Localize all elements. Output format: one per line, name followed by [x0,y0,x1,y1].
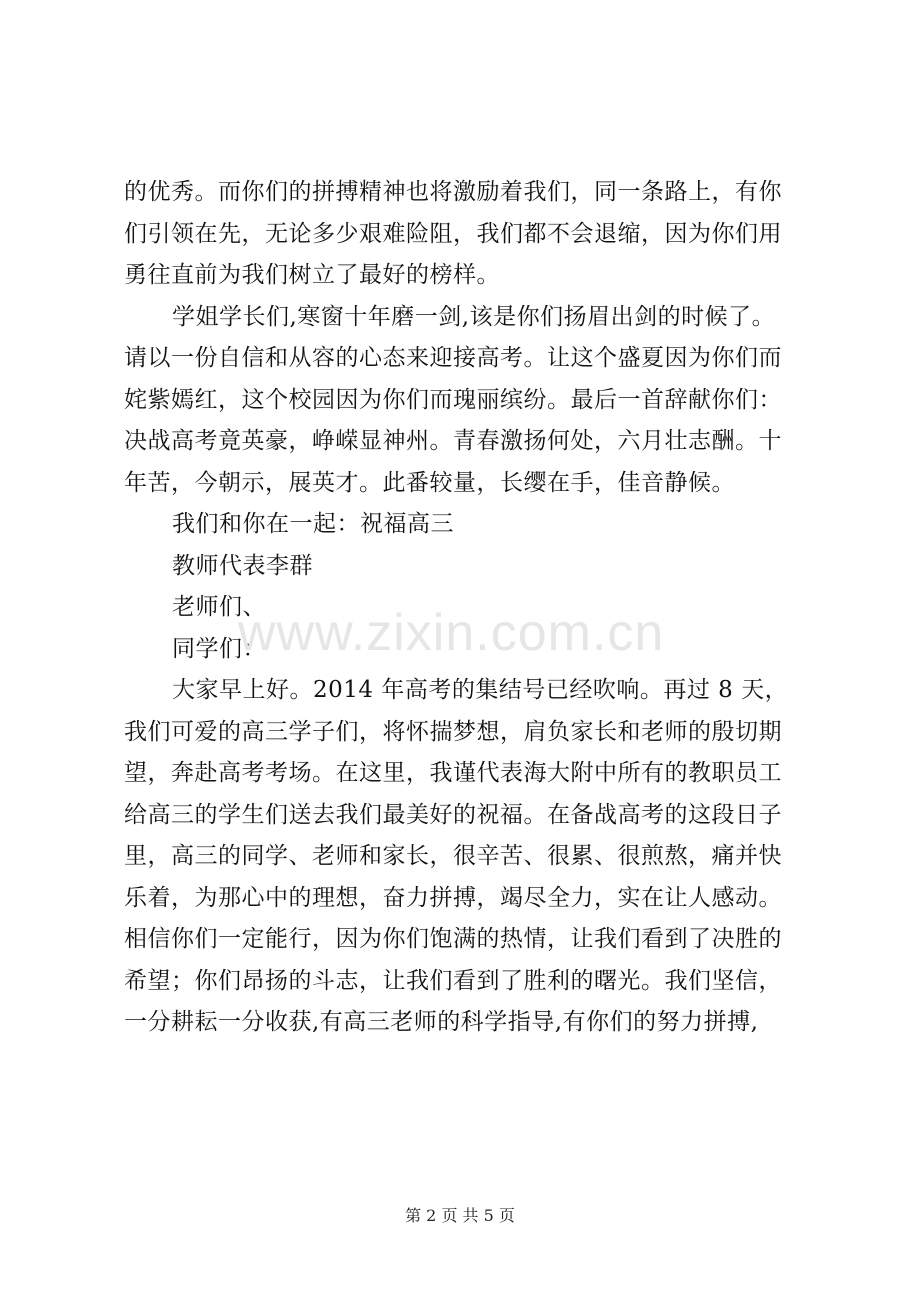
text-line: 年苦，今朝示，展英才。此番较量，长缨在手，佳音静候。 [124,469,735,496]
text-line: 我们可爱的高三学子们，将怀揣梦想，肩负家长和老师的殷切期 [124,718,782,745]
text-line: 请以一份自信和从容的心态来迎接高考。让这个盛夏因为你们而 [124,345,782,371]
text-line: 乐着，为那心中的理想，奋力拼搏，竭尽全力，实在让人感动。 [124,884,782,911]
watermark: www.zixin.com.cn [238,604,665,662]
text-line: 决战高考竟英豪，峥嵘显神州。青春激扬何处，六月壮志酬。十 [124,428,782,454]
text-line: 希望；你们昂扬的斗志，让我们看到了胜利的曙光。我们坚信， [124,967,782,994]
text-line: 里，高三的同学、老师和家长，很辛苦、很累、很煎熬，痛并快 [124,843,782,869]
text-line: 一分耕耘一分收获,有高三老师的科学指导,有你们的努力拼搏, [124,1009,759,1035]
text-line: 望，奔赴高考考场。在这里，我谨代表海大附中所有的教职员工 [124,760,782,786]
text-line: 的优秀。而你们的拼搏精神也将激励着我们，同一条路上，有你 [124,179,782,205]
text-line: 相信你们一定能行，因为你们饱满的热情，让我们看到了决胜的 [124,926,782,952]
text-line: 学姐学长们,寒窗十年磨一剑,该是你们扬眉出剑的时候了。 [172,303,776,330]
text-line: 们引领在先，无论多少艰难险阻，我们都不会退缩，因为你们用 [124,220,782,247]
salutation-teachers: 老师们、 [172,594,266,620]
page-footer: 第 2 页 共 5 页 [405,1206,515,1225]
text-line: 大家早上好。2014 年高考的集结号已经吹响。再过 8 天， [172,677,789,703]
salutation-students: 同学们： [172,635,266,662]
text-line: 勇往直前为我们树立了最好的榜样。 [124,262,500,288]
text-line: 给高三的学生们送去我们最美好的祝福。在备战高考的这段日子 [124,801,782,828]
author-line: 教师代表李群 [172,552,313,579]
text-line: 姹紫嫣红，这个校园因为你们而瑰丽缤纷。最后一首辞献你们： [124,386,782,413]
section-title: 我们和你在一起：祝福高三 [172,511,454,537]
